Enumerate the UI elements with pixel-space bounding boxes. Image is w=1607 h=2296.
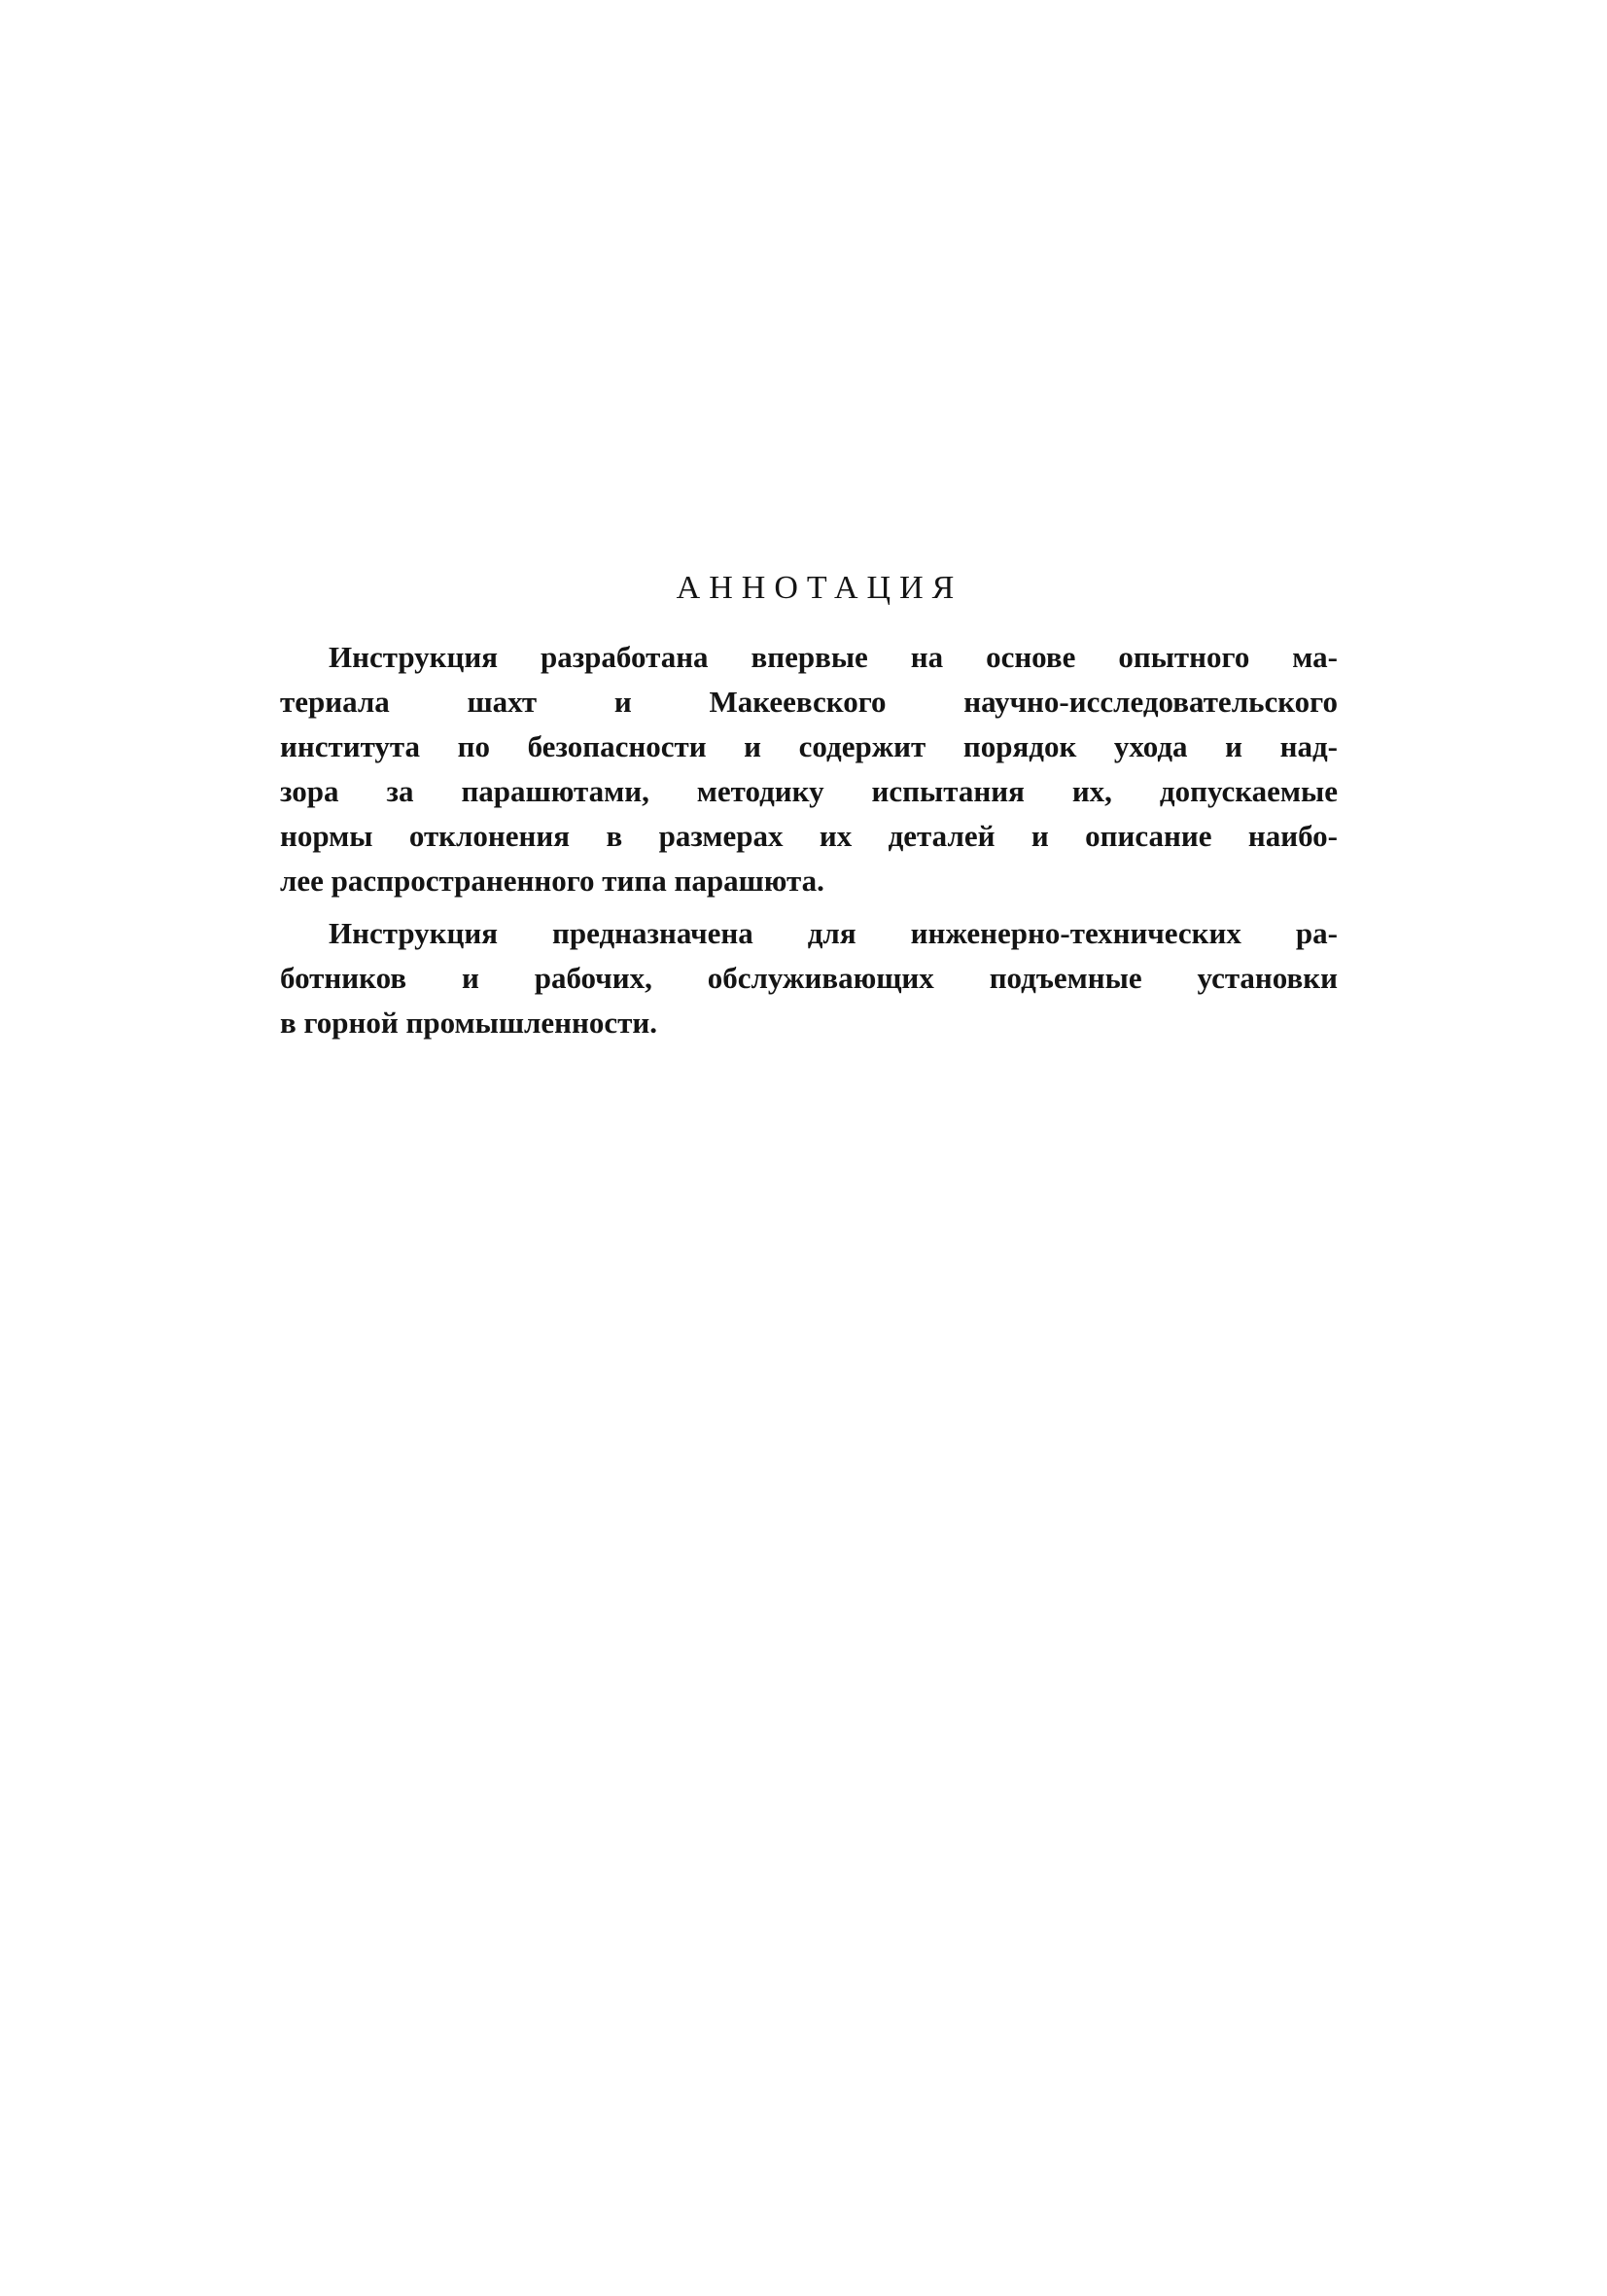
text-line: Инструкция предназначена для инженерно-технических ра- [329, 916, 1338, 950]
text-line: териала шахт и Макеевского научно-исследовательского [280, 685, 1338, 719]
text-line: Инструкция разработана впервые на основе опытного ма- [329, 640, 1338, 674]
text-line: института по безопасности и содержит порядок ухода и над- [280, 729, 1338, 763]
page-title: АННОТАЦИЯ [676, 570, 963, 606]
text-line: нормы отклонения в размерах их деталей и описание наибо- [280, 819, 1338, 853]
text-line: ботников и рабочих, обслуживающих подъемные установки [280, 961, 1338, 995]
paragraph-purpose [280, 635, 1338, 903]
text-line: в горной промышленности. [280, 1006, 657, 1040]
text-line: зора за парашютами, методику испытания их, допускаемые [280, 774, 1338, 808]
annotation-section [280, 569, 1338, 1045]
text-line: лее распространенного типа парашюта. [280, 864, 824, 898]
paragraph-audience [280, 911, 1338, 1045]
